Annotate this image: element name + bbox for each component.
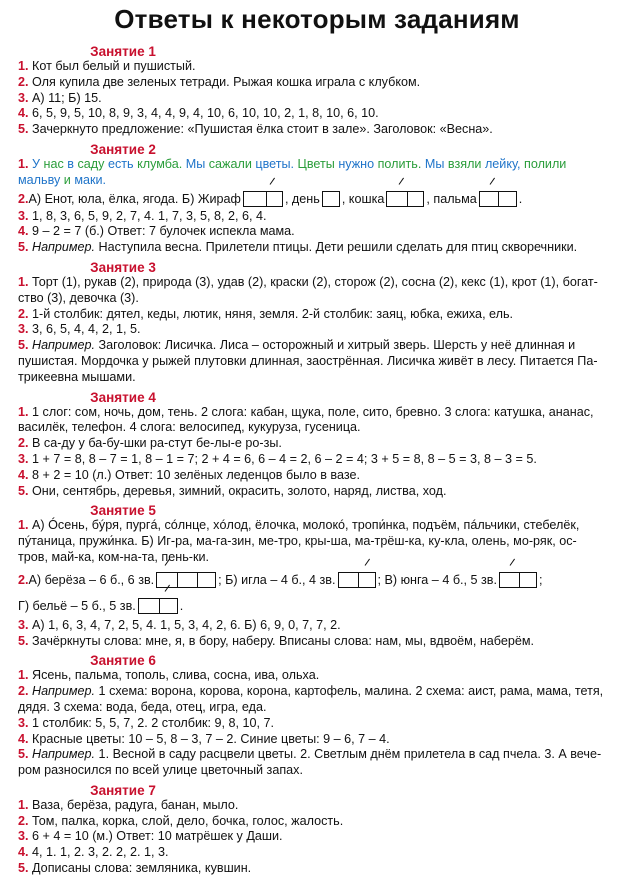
syllable-scheme xyxy=(499,572,537,588)
colored-word: полить. xyxy=(377,156,422,171)
lesson-2 xyxy=(18,142,616,256)
colored-word: нас xyxy=(43,156,64,171)
item-number: 3. xyxy=(18,829,29,844)
syllable-scheme xyxy=(479,191,517,207)
item-number: 2. xyxy=(18,306,29,321)
item-text: ; Б) игла – 4 б., 4 зв. xyxy=(218,572,336,587)
answer-item xyxy=(18,75,616,91)
italic-prefix: Например. xyxy=(32,338,96,353)
item-text: . xyxy=(179,598,184,613)
item-text: Они, сентябрь, деревья, зимний, окрасить, золото, наряд, листва, ход. xyxy=(32,483,447,498)
answer-item xyxy=(18,798,616,814)
item-text: ром разносился по всей улице цветочный запах. xyxy=(18,763,303,778)
item-number: 1. xyxy=(18,518,29,533)
item-number: 4. xyxy=(18,845,29,860)
item-schemes xyxy=(18,189,616,209)
item-text: Зачеркнуто предложение: «Пушистая ёлка стоит в зале». Заголовок: «Весна». xyxy=(32,122,493,137)
item-number: 2. xyxy=(18,813,29,828)
answer-item xyxy=(18,291,616,307)
item-number: 4. xyxy=(18,731,29,746)
item-number: 5. xyxy=(18,240,29,255)
item-text: Дописаны слова: земляника, кувшин. xyxy=(32,861,252,876)
item-text: ство (3), девочка (3). xyxy=(18,290,139,305)
answer-item xyxy=(18,534,616,550)
item-text: трикеевна мышами. xyxy=(18,369,136,384)
item-text: 1-й столбик: дятел, кеды, лютик, няня, земля. 2-й столбик: заяц, юбка, ежиха, ель. xyxy=(32,306,514,321)
item-number: 2. xyxy=(18,74,29,89)
item-colored-cont xyxy=(18,173,616,189)
item-number: 5. xyxy=(18,338,29,353)
colored-word: сажали xyxy=(208,156,252,171)
item-number: 4. xyxy=(18,467,29,482)
item-text: , кошка xyxy=(341,191,385,206)
item-text: . xyxy=(518,191,523,206)
item-text: ; В) юнга – 4 б., 5 зв. xyxy=(377,572,497,587)
item-number: 1. xyxy=(18,156,29,171)
item-text: Торт (1), рукав (2), природа (3), удав (2), краски (2), сторож (2), сосна (2), кекс (1), крот (1), богат- xyxy=(32,274,598,289)
answer-item xyxy=(18,814,616,830)
item-number: 4. xyxy=(18,224,29,239)
item-number: 5. xyxy=(18,633,29,648)
lesson-title: Занятие 7 xyxy=(90,782,156,798)
item-text: Том, палка, корка, слой, дело, бочка, голос, жалость. xyxy=(32,813,344,828)
answer-item xyxy=(18,618,616,634)
item-text: Красные цветы: 10 – 5, 8 – 3, 7 – 2. Синие цветы: 9 – 6, 7 – 4. xyxy=(32,731,390,746)
colored-word: есть xyxy=(107,156,134,171)
answer-item xyxy=(18,700,616,716)
answer-item xyxy=(18,59,616,75)
colored-word: взяли xyxy=(447,156,482,171)
item-number: 3. xyxy=(18,617,29,632)
syllable-scheme xyxy=(243,191,283,207)
item-colored xyxy=(18,157,616,173)
lesson-7 xyxy=(18,783,616,877)
item-text: А) 1, 6, 3, 4, 7, 2, 5, 4. 1, 5, 3, 4, 2, 6. Б) 6, 9, 0, 7, 7, 2. xyxy=(32,617,341,632)
answer-item xyxy=(18,338,616,354)
syllable-scheme xyxy=(386,191,424,207)
answer-item xyxy=(18,240,616,256)
item-text: 6, 5, 9, 5, 10, 8, 9, 3, 4, 4, 9, 4, 10, 6, 10, 10, 2, 1, 8, 10, 6, 10. xyxy=(32,106,379,121)
item-text: пушистая. Мордочка у рыжей плутовки длинная, заострённая. Лисичка живёт в лесу. Питается Па- xyxy=(18,353,598,368)
item-text: А) Енот, юла, ёлка, ягода. Б) Жираф xyxy=(28,191,241,206)
answer-item xyxy=(18,224,616,240)
lesson-title: Занятие 3 xyxy=(90,259,156,275)
colored-word: Мы xyxy=(185,156,206,171)
answer-item xyxy=(18,91,616,107)
item-text: 1 слог: сом, ночь, дом, тень. 2 слога: кабан, щука, поле, сито, бревно. 3 слога: катушка, ананас, xyxy=(32,404,594,419)
scheme-divider xyxy=(197,572,198,588)
answer-item xyxy=(18,518,616,534)
item-text: тров, май-ка, ком-на-та, пень-ки. xyxy=(18,549,210,564)
answer-item xyxy=(18,354,616,370)
item-number: 1. xyxy=(18,59,29,73)
colored-word: маки. xyxy=(74,172,107,187)
colored-word: Цветы xyxy=(297,156,335,171)
item-text: 8 + 2 = 10 (л.) Ответ: 10 зелёных леденцов было в вазе. xyxy=(32,467,360,482)
item-text: А) берёза – 6 б., 6 зв. xyxy=(28,572,155,587)
item-text: 1 схема: ворона, корова, корона, картофель, малина. 2 схема: аист, рама, мама, тетя, xyxy=(95,684,604,699)
item-text: 6 + 4 = 10 (м.) Ответ: 10 матрёшек у Даши. xyxy=(32,829,283,844)
colored-word: У xyxy=(32,156,41,171)
lesson-title: Занятие 2 xyxy=(90,141,156,157)
item-text: А) 11; Б) 15. xyxy=(32,90,102,105)
item-number: 3. xyxy=(18,715,29,730)
item-number: 3. xyxy=(18,90,29,105)
item-number: 4. xyxy=(18,106,29,121)
answer-item xyxy=(18,732,616,748)
colored-word: цветы. xyxy=(255,156,295,171)
item-number: 1. xyxy=(18,274,29,289)
colored-word: в xyxy=(67,156,74,171)
answer-item xyxy=(18,322,616,338)
item-text: 1 столбик: 5, 5, 7, 2. 2 столбик: 9, 8, 10, 7. xyxy=(32,715,275,730)
item-text: А) Óсень, бýря, пургá, сóлнце, хóлод, ёлочка, молокó, тропи́нка, подъём, пáльчики, стебелёк, xyxy=(32,518,580,533)
lessons-container xyxy=(18,44,616,877)
item-text: 1, 8, 3, 6, 5, 9, 2, 7, 4. 1, 7, 3, 5, 8, 2, 6, 4. xyxy=(32,208,267,223)
answer-item xyxy=(18,452,616,468)
syllable-scheme xyxy=(156,572,216,588)
item-number: 1. xyxy=(18,668,29,683)
lesson-title: Занятие 5 xyxy=(90,503,156,519)
colored-word: клумба. xyxy=(137,156,183,171)
answer-item xyxy=(18,405,616,421)
item-text: 4, 1. 1, 2. 3, 2. 2, 2. 1, 3. xyxy=(32,845,169,860)
lesson-5 xyxy=(18,503,616,649)
answer-item xyxy=(18,716,616,732)
item-number: 5. xyxy=(18,483,29,498)
item-number: 2. xyxy=(18,191,29,206)
colored-word: Мы xyxy=(424,156,445,171)
item-text: Кот был белый и пушистый. xyxy=(32,59,196,73)
item-number: 2. xyxy=(18,572,29,587)
colored-word: саду xyxy=(77,156,105,171)
item-text: 1 + 7 = 8, 8 – 7 = 1, 8 – 1 = 7; 2 + 4 = 6, 6 – 4 = 2, 6 – 2 = 4; 3 + 5 = 8, 8 – 5 = 3, 8 – 3 = 5. xyxy=(32,451,537,466)
answer-item xyxy=(18,370,616,386)
item-text: 3, 6, 5, 4, 4, 2, 1, 5. xyxy=(32,322,141,337)
item-text: Г) бельё – 5 б., 5 зв. xyxy=(18,598,136,613)
item-number: 1. xyxy=(18,404,29,419)
answer-item xyxy=(18,275,616,291)
answer-item xyxy=(18,468,616,484)
item-text: 9 – 2 = 7 (б.) Ответ: 7 булочек испекла мама. xyxy=(32,224,295,239)
colored-word: нужно xyxy=(338,156,375,171)
lesson-3 xyxy=(18,260,616,386)
lesson-4 xyxy=(18,390,616,500)
syllable-scheme xyxy=(338,572,376,588)
item-number: 2. xyxy=(18,436,29,451)
answer-item xyxy=(18,763,616,779)
lesson-6 xyxy=(18,653,616,779)
answer-item xyxy=(18,307,616,323)
item-text: Ваза, берёза, радуга, банан, мыло. xyxy=(32,797,239,812)
item-text: василёк, телефон. 4 слога: велосипед, кукуруза, гусеница. xyxy=(18,420,361,435)
item-text: 1. Весной в саду расцвели цветы. 2. Светлым днём прилетела в сад пчела. 3. А вече- xyxy=(95,747,602,762)
item-text: В са-ду у ба-бу-шки ра-стут бе-лы-е ро-зы. xyxy=(32,436,282,451)
answer-item xyxy=(18,634,616,650)
item-text: пýтаница, пружи́нка. Б) Иг-ра, ма-га-зин, ме-тро, кры-ша, ма-трёш-ка, ку-кла, олень, мо-ряк, ос- xyxy=(18,534,577,549)
item-number: 2. xyxy=(18,684,29,699)
italic-prefix: Например. xyxy=(32,684,96,699)
scheme-divider xyxy=(498,191,499,207)
item-text: Оля купила две зеленых тетради. Рыжая кошка играла с клубком. xyxy=(32,74,421,89)
item-text: Заголовок: Лисичка. Лиса – осторожный и хитрый зверь. Шерсть у неё длинная и xyxy=(95,338,576,353)
scheme-divider xyxy=(358,572,359,588)
colored-word: и xyxy=(63,172,71,187)
item-number: 3. xyxy=(18,208,29,223)
answer-item xyxy=(18,550,616,566)
item-text: Наступила весна. Прилетели птицы. Дети решили сделать для птиц скворечники. xyxy=(95,240,578,255)
item-number: 5. xyxy=(18,861,29,876)
lesson-title: Занятие 1 xyxy=(90,44,156,59)
item-number: 5. xyxy=(18,122,29,137)
item-text: ; xyxy=(539,572,543,587)
answer-item xyxy=(18,829,616,845)
answer-item xyxy=(18,747,616,763)
answer-item xyxy=(18,436,616,452)
item-number: 3. xyxy=(18,451,29,466)
answer-item xyxy=(18,209,616,225)
answer-item xyxy=(18,684,616,700)
answer-item xyxy=(18,861,616,877)
scheme-divider xyxy=(266,191,267,207)
italic-prefix: Например. xyxy=(32,747,96,762)
item-text: Ясень, пальма, тополь, слива, сосна, ива, ольха. xyxy=(32,668,320,683)
answer-item xyxy=(18,122,616,138)
item-number: 3. xyxy=(18,322,29,337)
item-number: 5. xyxy=(18,747,29,762)
item-schemes xyxy=(18,566,616,594)
answer-item xyxy=(18,420,616,436)
syllable-scheme xyxy=(322,191,340,207)
answer-item xyxy=(18,668,616,684)
lesson-title: Занятие 6 xyxy=(90,653,156,669)
colored-word: мальву xyxy=(18,172,61,187)
italic-prefix: Например. xyxy=(32,240,96,255)
syllable-scheme xyxy=(138,598,178,614)
item-text: Зачёркнуты слова: мне, я, в бору, наберу. Вписаны слова: нам, мы, вдвоём, наберём. xyxy=(32,633,535,648)
scheme-divider xyxy=(177,572,178,588)
answer-item xyxy=(18,484,616,500)
item-schemes-g xyxy=(18,594,616,618)
answer-item xyxy=(18,845,616,861)
item-text: дядя. 3 схема: вода, беда, отец, игра, еда. xyxy=(18,699,267,714)
item-text: , день xyxy=(284,191,320,206)
scheme-divider xyxy=(519,572,520,588)
item-number: 1. xyxy=(18,797,29,812)
scheme-divider xyxy=(159,598,160,614)
answer-item xyxy=(18,106,616,122)
colored-word: лейку, xyxy=(484,156,521,171)
colored-word: полили xyxy=(524,156,567,171)
item-text: , пальма xyxy=(426,191,477,206)
scheme-divider xyxy=(407,191,408,207)
lesson-title: Занятие 4 xyxy=(90,389,156,405)
lesson-1 xyxy=(18,44,616,138)
page-title: Ответы к некоторым заданиям xyxy=(114,4,520,34)
